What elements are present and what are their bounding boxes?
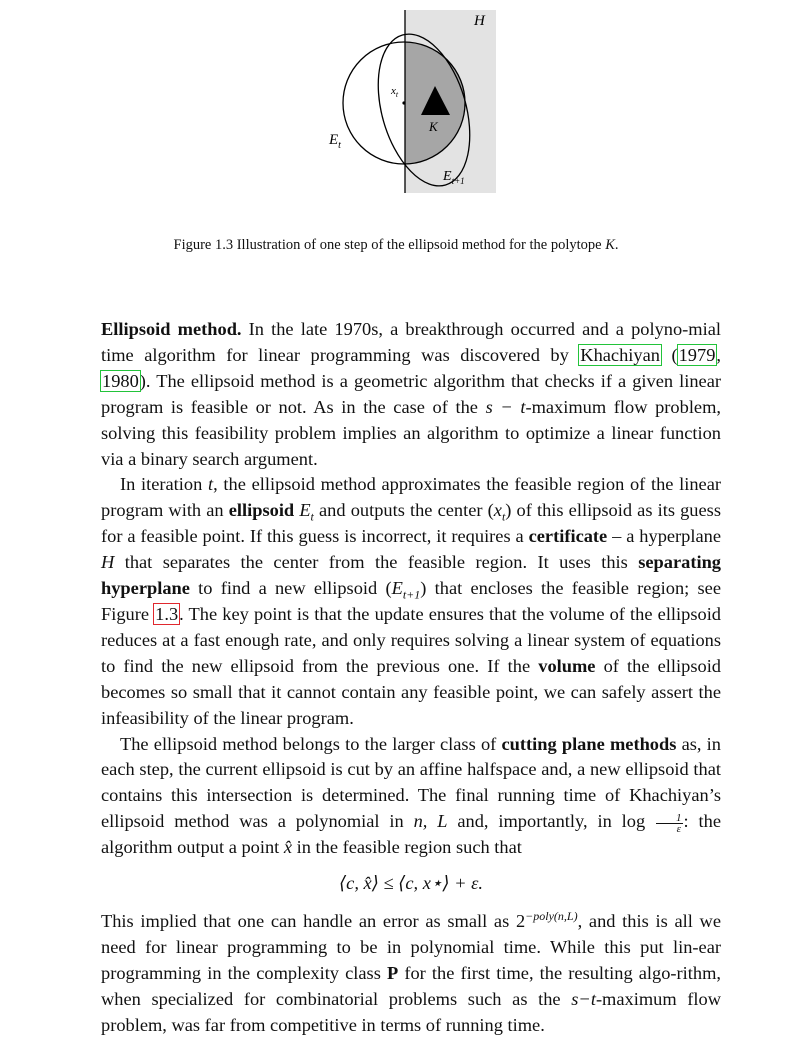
citation-year-1979[interactable]: 1979 (678, 344, 716, 365)
paragraph-polynomial-time (101, 909, 721, 1039)
text-run: and outputs the center ( (313, 500, 494, 521)
math-Et1: E (391, 578, 403, 599)
label-Et1: $E_{t+1}$ (443, 169, 465, 186)
text-run: In the late 1970s, a breakthrough occurred and a polyno-mial time algorithm for linear programming was discovered by (101, 319, 721, 365)
text-run: in the feasible region such that (292, 837, 522, 858)
center-point-xt (402, 101, 405, 104)
text-run: that separates the center from the feasible region. It uses this (114, 552, 639, 573)
text-run: ) that encloses the feasible region; see Figure (101, 578, 721, 624)
text-run: In iteration (120, 474, 208, 495)
bold-term-certificate: certificate (528, 526, 608, 547)
label-Et: $E_t$ (329, 132, 341, 151)
label-K: K (429, 119, 438, 134)
text-run: to find a new ellipsoid ( (189, 578, 392, 599)
paragraph-iteration (101, 472, 721, 731)
label-xt: $x_t$ (391, 85, 399, 99)
caption-text: Figure 1.3 Illustration of one step of the ellipsoid method for the polytope (173, 237, 606, 253)
fraction-numerator: 1 (656, 813, 683, 824)
figure-reference-link[interactable]: 1.3 (155, 603, 179, 624)
fraction-denominator: ε (676, 822, 681, 835)
text-run: ) of this ellipsoid as its guess for a feasible point. If this guess is incorrect, it requires a (101, 500, 721, 547)
text-run: -maximum flow problem, solving this feasibility problem implies an algorithm to optimize a linear function via a binary search argument. (101, 396, 721, 469)
math-s-t: s−t (571, 988, 596, 1009)
text-run: ) (139, 370, 146, 391)
text-run: , and this is all we need for linear programming to be in polynomial time. While this put lin-ear programming in the complexity class (101, 910, 721, 983)
bold-class-P: P (387, 962, 399, 983)
label-H: H (474, 13, 485, 29)
text-run: – a hyperplane (607, 526, 721, 547)
text-run: : the algorithm output a point (101, 811, 721, 858)
citation-year-1980[interactable]: 1980 (102, 370, 139, 391)
bold-term-separating-hyperplane: separating hyperplane (101, 552, 721, 599)
math-Et1-sub: t+1 (402, 587, 421, 602)
text-run: , (716, 344, 721, 365)
ellipsoid-figure (0, 0, 792, 200)
text-run: . The ellipsoid method is a geometric algorithm that checks if a given linear program is feasible or not. As in the case of the (101, 370, 721, 417)
text-run: and, importantly, in log (447, 811, 656, 832)
citation-khachiyan[interactable]: Khachiyan (580, 344, 660, 365)
caption-suffix: . (614, 237, 619, 253)
math-xhat: x̂ (283, 837, 293, 858)
text-run: for the first time, the resulting algo-rithm, when specialized for combinatorial problems such as the (101, 962, 721, 1009)
paragraph-ellipsoid-method (101, 317, 721, 472)
text-run: The ellipsoid method belongs to the larger class of (120, 733, 502, 754)
figure-caption (0, 237, 792, 254)
math-xt: x (493, 500, 502, 521)
text-run: , the ellipsoid method approximates the feasible region of the linear program with an (101, 474, 721, 521)
paragraph-heading: Ellipsoid method. (101, 319, 242, 339)
paragraph-cutting-plane (101, 732, 721, 862)
text-run: -maximum flow problem, was far from competitive in terms of running time. (101, 988, 721, 1035)
bold-term-ellipsoid: ellipsoid (228, 500, 295, 521)
body-text (101, 317, 721, 1038)
fraction-one-over-epsilon (656, 813, 683, 834)
display-equation: ⟨c, x̂⟩ ≤ ⟨c, x⋆⟩ + ε. (339, 873, 483, 894)
bold-term-cutting-plane-methods: cutting plane methods (501, 733, 677, 754)
text-run: as, in each step, the current ellipsoid is cut by an affine halfspace and, a new ellipsoid that contains this intersection is determined. The final running time of Khachiyan’s ellipsoid method was a polynomial in (101, 733, 721, 832)
math-xt-sub: t (501, 510, 506, 525)
text-run: ( (671, 344, 678, 365)
bold-term-volume: volume (538, 655, 596, 676)
caption-var-K: K (605, 237, 615, 253)
math-Et: E (299, 500, 311, 521)
math-t: t (208, 474, 214, 495)
math-Et-sub: t (310, 510, 314, 525)
math-H: H (101, 552, 115, 573)
text-run: . The key point is that the update ensures that the volume of the ellipsoid reduces at a fast enough rate, and only requires solving a linear system of equations to find the new ellipsoid from the previous one. If the (101, 603, 721, 676)
math-exponent: −poly(n,L) (525, 908, 578, 923)
text-run: This implied that one can handle an error as small as 2 (101, 910, 526, 931)
math-n-L: n, L (413, 811, 448, 832)
text-run: of the ellipsoid becomes so small that it cannot contain any feasible point, we can safely assert the infeasibility of the linear program. (101, 655, 721, 728)
math-s-t: s − t (485, 396, 526, 417)
